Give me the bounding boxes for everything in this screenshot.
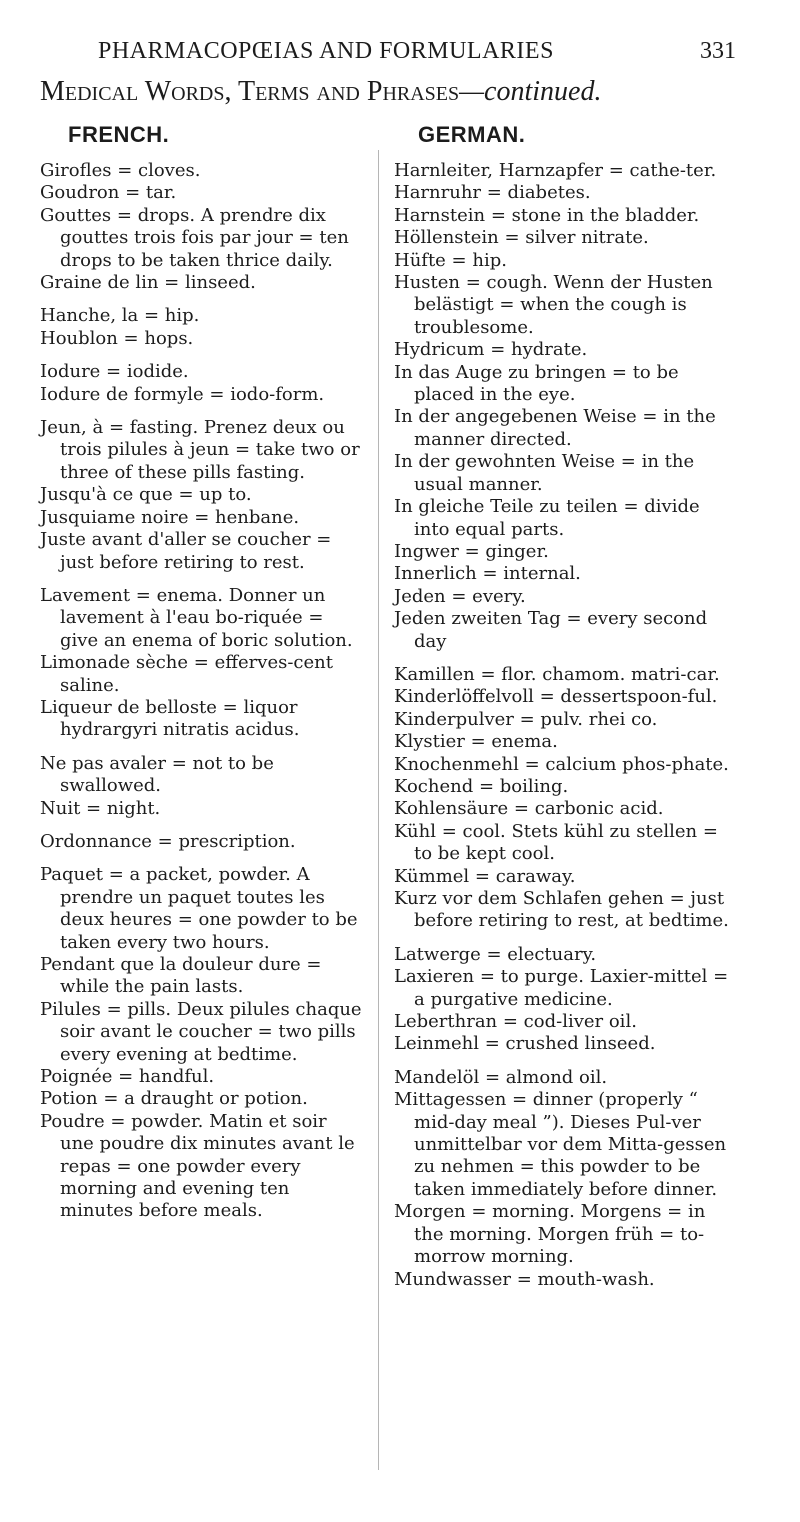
german-column: [394, 160, 740, 1302]
glossary-entry: Harnstein = stone in the bladder.: [394, 204, 700, 226]
glossary-group: [40, 417, 366, 574]
glossary-entry: Poudre = powder. Matin et soir une poudre dix minutes avant le repas = one powder every morning and evening ten minutes before meals.: [40, 1110, 355, 1222]
glossary-entry: Hüfte = hip.: [394, 249, 507, 271]
glossary-entry: Innerlich = internal.: [394, 563, 581, 585]
glossary-entry: Lavement = enema. Donner un lavement à l'eau bo-riquée = give an enema of boric solution.: [40, 584, 353, 651]
glossary-entry: In gleiche Teile zu teilen = divide into equal parts.: [394, 496, 700, 540]
glossary-entry: Jeun, à = fasting. Prenez deux ou trois pilules à jeun = take two or three of these pills fasting.: [40, 417, 360, 483]
glossary-entry: Jusqu'à ce que = up to.: [40, 484, 252, 506]
glossary-entry: Harnleiter, Harnzapfer = cathe-ter.: [394, 160, 717, 181]
glossary-group: [40, 831, 366, 853]
section-title: Medical Words, Terms and Phrases: [40, 76, 460, 107]
glossary-group: [40, 864, 366, 1223]
glossary-entry: Kamillen = flor. chamom. matri-car.: [394, 663, 720, 685]
glossary-entry: Liqueur de belloste = liquor hydrargyri nitratis acidus.: [40, 696, 300, 741]
glossary-entry: Paquet = a packet, powder. A prendre un paquet toutes les deux heures = one powder to be taken every two hours.: [40, 864, 358, 953]
glossary-entry: Gouttes = drops. A prendre dix gouttes trois fois par jour = ten drops to be taken thrice daily.: [40, 204, 349, 271]
glossary-entry: Limonade sèche = efferves-cent saline.: [40, 652, 333, 696]
glossary-entry: Laxieren = to purge. Laxier-mittel = a purgative medicine.: [394, 966, 729, 1010]
glossary-entry: Ne pas avaler = not to be swallowed.: [40, 752, 274, 797]
glossary-group: [40, 305, 366, 350]
glossary-entry: Iodure = iodide.: [40, 361, 189, 383]
glossary-entry: Ingwer = ginger.: [394, 540, 549, 562]
glossary-entry: Jusquiame noire = henbane.: [40, 506, 300, 528]
glossary-entry: Girofles = cloves.: [40, 160, 201, 181]
french-column-title: FRENCH.: [68, 122, 170, 147]
glossary-group: [394, 664, 740, 933]
glossary-entry: Goudron = tar.: [40, 182, 177, 204]
glossary-entry: Leinmehl = crushed linseed.: [394, 1033, 656, 1055]
french-column: [40, 160, 366, 1234]
glossary-entry: Iodure de formyle = iodo-form.: [40, 383, 325, 405]
glossary-entry: Mundwasser = mouth-wash.: [394, 1268, 655, 1290]
glossary-group: [394, 160, 740, 653]
glossary-group: [394, 944, 740, 1056]
glossary-entry: Harnruhr = diabetes.: [394, 182, 591, 204]
glossary-entry: Mandelöl = almond oil.: [394, 1066, 608, 1088]
glossary-entry: Nuit = night.: [40, 797, 161, 819]
glossary-entry: Juste avant d'aller se coucher = just before retiring to rest.: [40, 529, 332, 573]
glossary-entry: Graine de lin = linseed.: [40, 272, 256, 294]
glossary-group: [40, 585, 366, 742]
glossary-group: [40, 753, 366, 820]
german-column-title: GERMAN.: [418, 122, 526, 147]
glossary-entry: Kümmel = caraway.: [394, 865, 576, 887]
glossary-entry: Pendant que la douleur dure = while the pain lasts.: [40, 954, 322, 998]
glossary-group: [394, 1067, 740, 1291]
glossary-group: [40, 160, 366, 294]
section-heading: [40, 76, 770, 108]
glossary-entry: Knochenmehl = calcium phos-phate.: [394, 753, 729, 775]
glossary-entry: Höllenstein = silver nitrate.: [394, 227, 649, 249]
glossary-entry: Leberthran = cod-liver oil.: [394, 1011, 637, 1033]
glossary-entry: Kurz vor dem Schlafen gehen = just before retiring to rest, at bedtime.: [394, 888, 729, 932]
glossary-entry: Mittagessen = dinner (properly “ mid-day meal ”). Dieses Pul-ver unmittelbar vor dem Mitta-gessen zu nehmen = this powder to be taken immediately before dinner.: [394, 1089, 727, 1200]
running-head: [98, 38, 736, 68]
glossary-entry: Hanche, la = hip.: [40, 305, 200, 327]
glossary-entry: In das Auge zu bringen = to be placed in the eye.: [394, 361, 679, 406]
glossary-entry: Poignée = handful.: [40, 1066, 215, 1088]
glossary-entry: Ordonnance = prescription.: [40, 830, 296, 852]
column-divider: [378, 150, 379, 1470]
glossary-entry: In der gewohnten Weise = in the usual manner.: [394, 451, 695, 495]
glossary-entry: Kinderlöffelvoll = dessertspoon-ful.: [394, 686, 718, 708]
glossary-entry: Pilules = pills. Deux pilules chaque soir avant le coucher = two pills every evening at bedtime.: [40, 998, 362, 1065]
glossary-entry: Kochend = boiling.: [394, 775, 569, 797]
glossary-entry: In der angegebenen Weise = in the manner directed.: [394, 406, 716, 450]
running-title: PHARMACOPŒIAS AND FORMULARIES: [98, 38, 554, 64]
glossary-entry: Kinderpulver = pulv. rhei co.: [394, 708, 658, 730]
glossary-entry: Klystier = enema.: [394, 731, 558, 753]
section-continued: —continued.: [459, 76, 602, 107]
glossary-entry: Houblon = hops.: [40, 327, 194, 349]
glossary-entry: Kohlensäure = carbonic acid.: [394, 798, 664, 820]
page-number: 331: [700, 38, 736, 64]
glossary-entry: Kühl = cool. Stets kühl zu stellen = to be kept cool.: [394, 820, 718, 865]
glossary-entry: Jeden = every.: [394, 585, 526, 607]
glossary-entry: Morgen = morning. Morgens = in the morning. Morgen früh = to-morrow morning.: [394, 1201, 706, 1268]
glossary-entry: Latwerge = electuary.: [394, 943, 597, 965]
glossary-entry: Jeden zweiten Tag = every second day: [394, 608, 708, 652]
glossary-entry: Husten = cough. Wenn der Husten belästigt = when the cough is troublesome.: [394, 272, 713, 338]
glossary-entry: Hydricum = hydrate.: [394, 339, 588, 361]
glossary-entry: Potion = a draught or potion.: [40, 1088, 308, 1110]
glossary-group: [40, 361, 366, 406]
